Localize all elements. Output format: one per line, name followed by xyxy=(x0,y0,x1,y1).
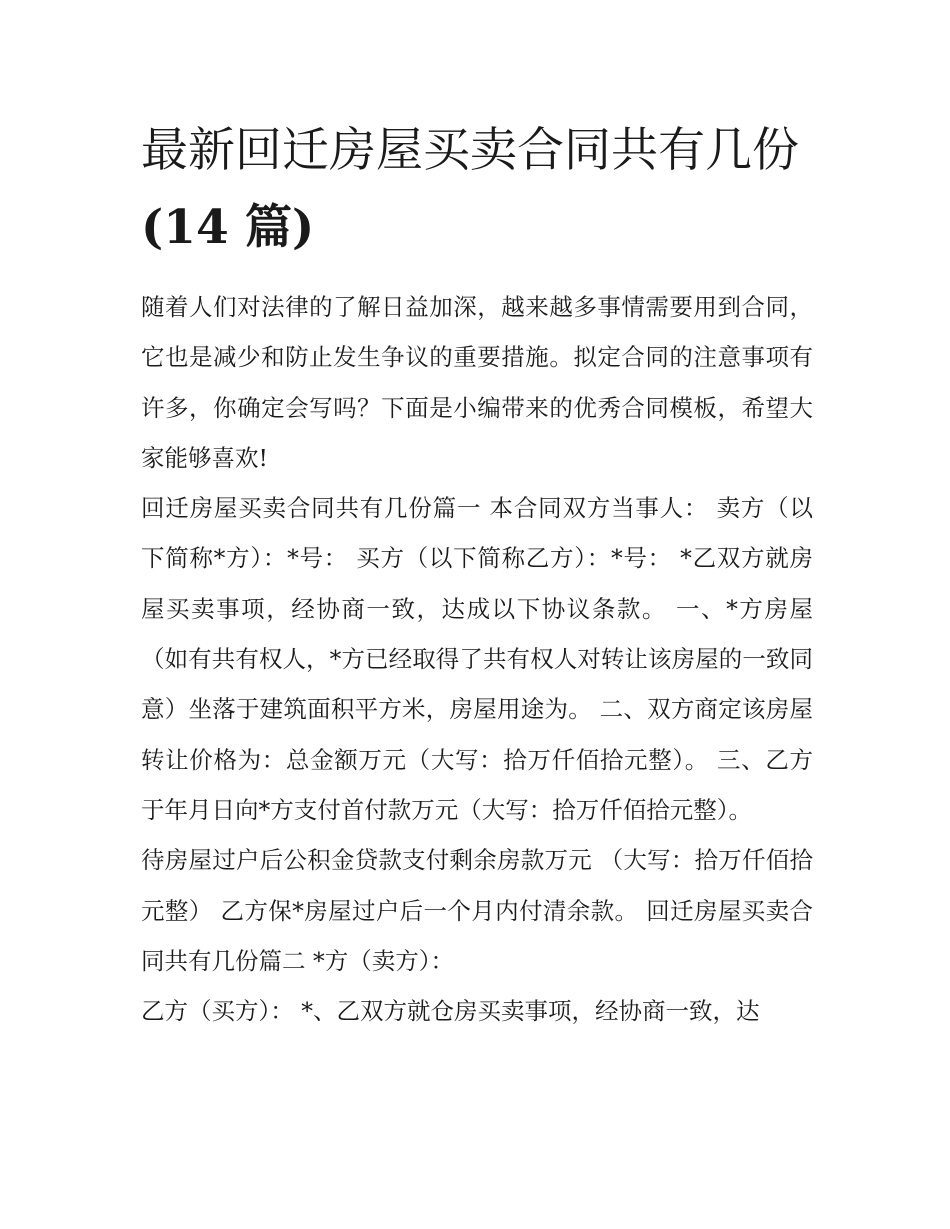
paragraph-intro: 随着人们对法律的了解日益加深，越来越多事情需要用到合同，它也是减少和防止发生争议的重要措施。拟定合同的注意事项有许多，你确定会写吗？下面是小编带来的优秀合同模板，希望大家能够喜欢! xyxy=(141,293,813,472)
title-suffix: (14 篇) xyxy=(141,200,315,255)
document-title xyxy=(141,112,813,266)
paragraph-contract-one: 回迁房屋买卖合同共有几份篇一 本合同双方当事人： 卖方（以下简称*方）：*号： 买方（以下简称乙方）：*号： *乙双方就房屋买卖事项，经协商一致，达成以下协议条款。 一、*方房屋（如有共有权人，*方已经取得了共有权人对转让该房屋的一致同意）坐落于建筑面积平方米，房屋用途为。 二、双方商定该房屋转让价格为：总金额万元（大写：拾万仟佰拾元整）。 三、乙方于年月日向*方支付首付款万元（大写：拾万仟佰拾元整）。 xyxy=(141,494,813,824)
document-body xyxy=(141,112,813,1036)
title-main: 最新回迁房屋买卖合同共有几份 xyxy=(141,123,799,178)
paragraph-payment: 待房屋过户后公积金贷款支付剩余房款万元 （大写：拾万仟佰拾元整） 乙方保*房屋过户后一个月内付清余款。 回迁房屋买卖合同共有几份篇二 *方（卖方）： xyxy=(141,846,813,975)
paragraph-contract-two: 乙方（买方）： *、乙双方就仓房买卖事项，经协商一致，达 xyxy=(141,997,760,1026)
